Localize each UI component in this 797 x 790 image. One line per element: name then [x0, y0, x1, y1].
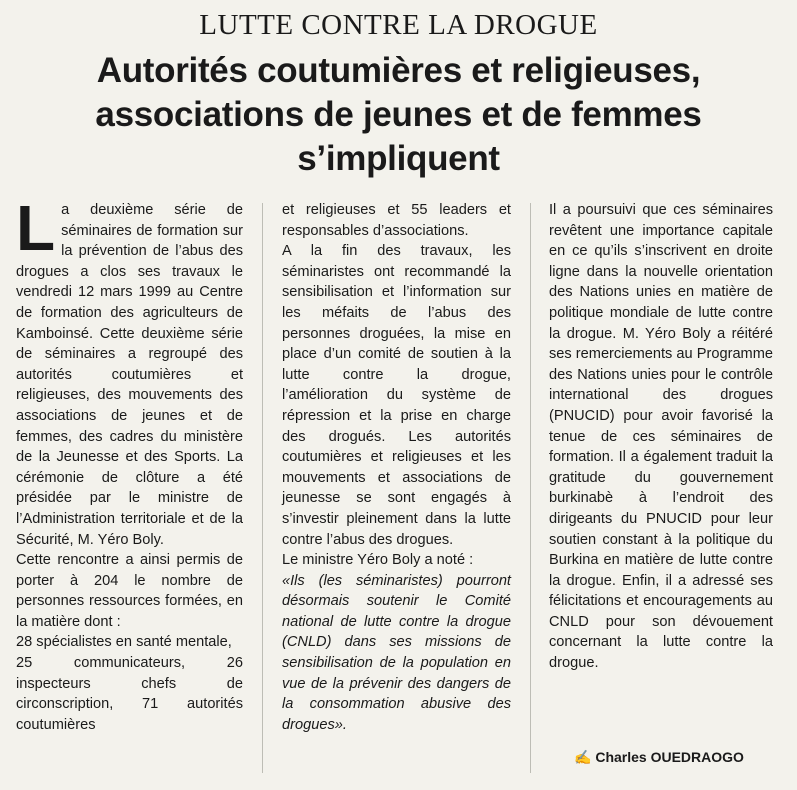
paragraph: 28 spécialistes en santé mentale, — [16, 634, 232, 651]
article-column-2 — [282, 200, 511, 735]
headline-line-2: associations de jeunes et de femmes — [95, 95, 702, 134]
author-name: Charles OUEDRAOGO — [595, 749, 744, 765]
paragraph: 25 communicateurs, 26 inspecteurs chefs de circonscription, 71 autorités coutumières — [16, 655, 243, 733]
paragraph: A la fin des travaux, les séminaristes ont recommandé la sensibilisation et l’information sur les méfaits de l’abus des personnes droguées, la mise en place d’un comité de soutien à la lutte contre la drogue, l’amélioration du système de répression et la prise en charge des drogués. Les autorités coutumières et religieuses et les mouvements et associations de jeunesse se sont engagés à s’investir pleinement dans la lutte contre l’abus des drogues. — [282, 243, 511, 548]
section-rubric: LUTTE CONTRE LA DROGUE — [199, 9, 598, 41]
paragraph — [16, 192, 243, 550]
column-divider — [262, 203, 263, 773]
drop-cap: L — [16, 192, 56, 264]
headline — [20, 49, 777, 181]
headline-line-3: s’impliquent — [297, 139, 500, 178]
paragraph: et religieuses et 55 leaders et responsables d’associations. — [282, 202, 511, 239]
paragraph-text: a deuxième série de séminaires de formation sur la prévention de l’abus des drogues a clos ses travaux le vendredi 12 mars 1999 au Centre de formation des agriculteurs de Kamboinsé. Cette deuxième série de séminaires a regroupé des autorités coutumières et religieuses, des mouvements des associations de jeunes et de femmes, des cadres du ministère de la Jeunesse et des Sports. La cérémonie de clôture a été présidée par le ministre de l’Administration territoriale et de la Sécurité, M. Yéro Boly. — [16, 202, 243, 548]
byline — [574, 747, 744, 767]
paragraph: Il a poursuivi que ces séminaires revêtent une importance capitale en ce qu’ils s’inscrivent en droite ligne dans la nouvelle orientation des Nations unies en matière de politique mondiale de lutte contre la drogue. M. Yéro Boly a réitéré ses remerciements au Programme des Nations unies pour le contrôle international des drogues (PNUCID) pour avoir favorisé la tenue de ces séminaires de formation. Il a également traduit la gratitude du gouvernement burkinabè à l’endroit des dirigeants du PNUCID pour leur soutien constant à la politique du Burkina en matière de lutte contre la drogue. Enfin, il a adressé ses félicitations et encouragements au CNLD pour son dévouement concernant la lutte contre la drogue. — [549, 202, 773, 672]
headline-line-1: Autorités coutumières et religieuses, — [96, 51, 701, 90]
column-divider — [530, 203, 531, 773]
article-column-3 — [549, 200, 773, 674]
quote: «Ils (les séminaristes) pourront désormais soutenir le Comité national de lutte contre la drogue (CNLD) dans ses missions de sensibilisation de la population en vue de la prévenir des dangers de la consommation abusive des drogues». — [282, 572, 511, 733]
paragraph: Cette rencontre a ainsi permis de porter à 204 le nombre de personnes ressources formées, en la matière dont : — [16, 552, 243, 630]
article-column-1 — [16, 192, 243, 735]
paragraph: Le ministre Yéro Boly a noté : — [282, 552, 474, 569]
pen-icon: ✍ — [574, 749, 592, 765]
